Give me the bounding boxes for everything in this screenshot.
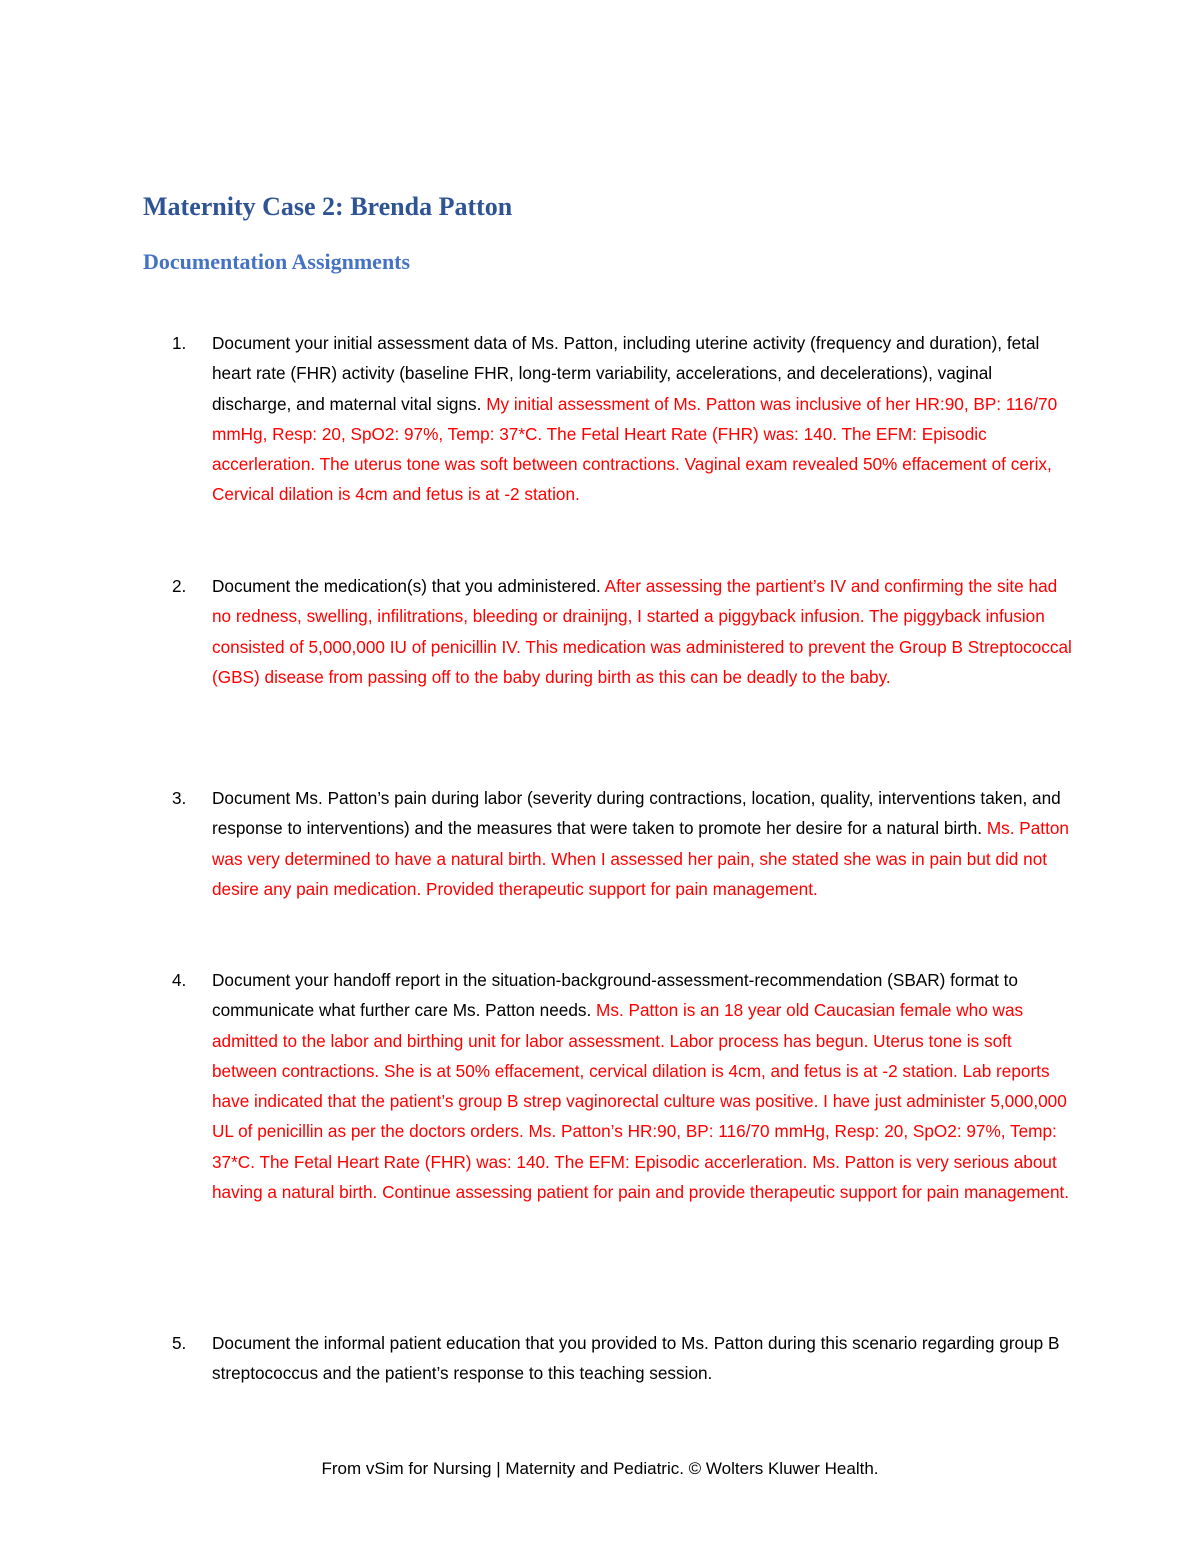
document-title: Maternity Case 2: Brenda Patton	[143, 192, 513, 221]
assignment-item-3	[172, 783, 1072, 904]
assignment-question: Document Ms. Patton’s pain during labor (severity during contractions, location, quality, interventions taken, and response to interventions) and the measures that were taken to promote her desire for a natural birth.	[212, 788, 1061, 839]
assignment-answer: Ms. Patton was very determined to have a natural birth. When I assessed her pain, she stated she was in pain but did not desire any pain medication. Provided therapeutic support for pain management.	[212, 818, 1069, 899]
item-text	[212, 1328, 1072, 1389]
assignment-answer: My initial assessment of Ms. Patton was inclusive of her HR:90, BP: 116/70 mmHg, Resp: 20, SpO2: 97%, Temp: 37*C. The Fetal Heart Rate (FHR) was: 140. The EFM: Episodic accerleration. The uterus tone was soft between contractions. Vaginal exam revealed 50% effacement of cerix, Cervical dilation is 4cm and fetus is at -2 station.	[212, 393, 1058, 505]
item-number: 2.	[172, 576, 187, 596]
assignment-question: Document the informal patient education that you provided to Ms. Patton during this scenario regarding group B streptococcus and the patient’s response to this teaching session.	[212, 1333, 1060, 1384]
assignment-answer: Ms. Patton is an 18 year old Caucasian female who was admitted to the labor and birthing unit for labor assessment. Labor process has begun. Uterus tone is soft between contractions. She is at 50% effacement, cervical dilation is 4cm, and fetus is at -2 station. Lab reports have indicated that the patient’s group B strep vaginorectal culture was positive. I have just administer 5,000,000 UL of penicillin as per the doctors orders. Ms. Patton’s HR:90, BP: 116/70 mmHg, Resp: 20, SpO2: 97%, Temp: 37*C. The Fetal Heart Rate (FHR) was: 140. The EFM: Episodic accerleration. Ms. Patton is very serious about having a natural birth. Continue assessing patient for pain and provide therapeutic support for pain management.	[212, 1000, 1070, 1203]
item-text	[212, 571, 1072, 692]
item-text	[212, 783, 1072, 904]
assignment-answer: After assessing the partient’s IV and confirming the site had no redness, swelling, infilitrations, bleeding or drainijng, I started a piggyback infusion. The piggyback infusion consisted of 5,000,000 IU of penicillin IV. This medication was administered to prevent the Group B Streptococcal (GBS) disease from passing off to the baby during birth as this can be deadly to the baby.	[212, 576, 1072, 687]
assignment-item-5	[172, 1328, 1072, 1389]
item-number: 1.	[172, 333, 187, 353]
assignment-question: Document the medication(s) that you administered.	[212, 576, 601, 596]
assignment-item-2	[172, 571, 1072, 692]
assignment-item-4	[172, 965, 1072, 1207]
assignment-question: Document your initial assessment data of Ms. Patton, including uterine activity (frequency and duration), fetal heart rate (FHR) activity (baseline FHR, long-term variability, accelerations, and decelerations), vaginal discharge, and maternal vital signs.	[212, 333, 1040, 414]
section-heading: Documentation Assignments	[143, 249, 411, 274]
item-text	[212, 328, 1072, 510]
item-number: 4.	[172, 970, 187, 990]
item-text	[212, 965, 1072, 1207]
assignment-item-1	[172, 328, 1072, 510]
page-footer: From vSim for Nursing | Maternity and Pediatric. © Wolters Kluwer Health.	[321, 1459, 879, 1478]
item-number: 5.	[172, 1333, 187, 1353]
assignment-question: Document your handoff report in the situation-background-assessment-recommendation (SBAR) format to communicate what further care Ms. Patton needs.	[212, 970, 1018, 1021]
item-number: 3.	[172, 788, 187, 808]
